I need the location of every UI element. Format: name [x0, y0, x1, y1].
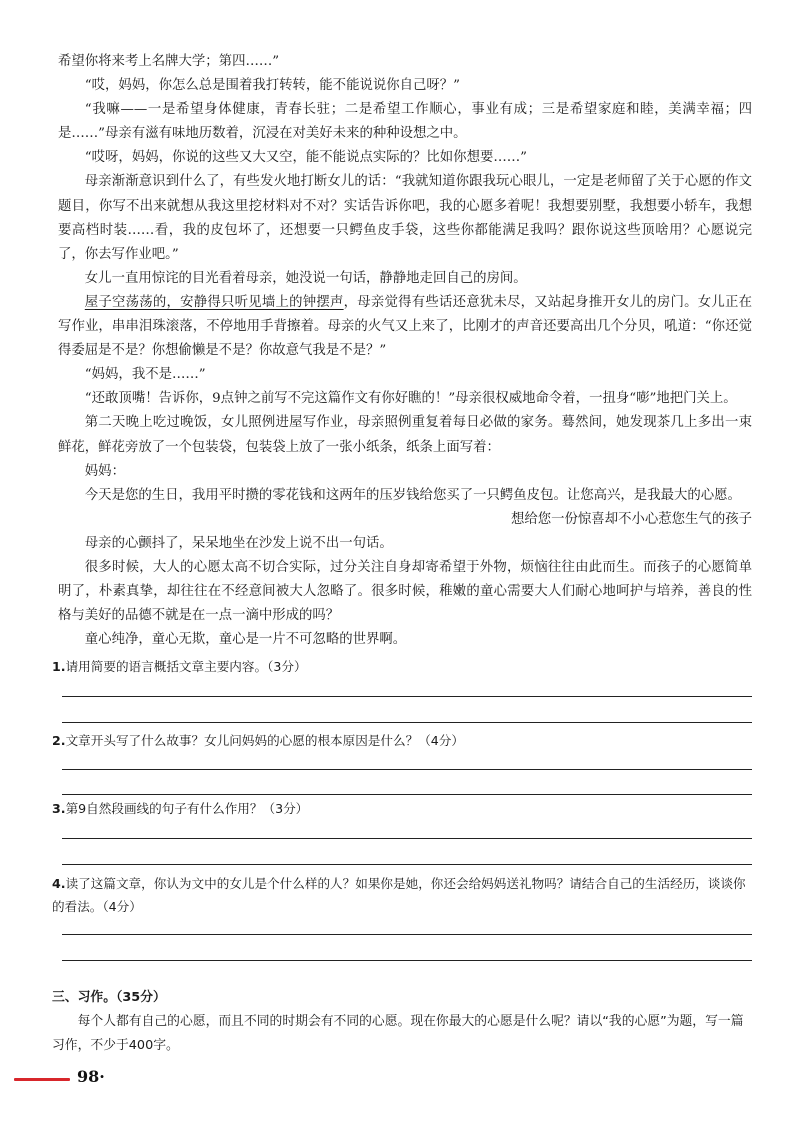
section-title: 三、习作。（35分）	[52, 990, 166, 1005]
story-paragraph: “我嘛——一是希望身体健康，青春长驻；二是希望工作顺心，事业有成；三是希望家庭和睦，美满幸福；四是……”母亲有滋有味地历数着，沉浸在对美好未来的种种设想之中。	[58, 102, 752, 142]
story-paragraph: 很多时候，大人的心愿太高不切合实际，过分关注自身却寄希望于外物，烦恼往往由此而生。而孩子的心愿简单明了，朴素真挚，却往往在不经意间被大人忽略了。很多时候，稚嫩的童心需要大人们耐心地呵护与培养，善良的性格与美好的品德不就是在一点一滴中形成的吗？	[58, 559, 752, 624]
footer-accent-line	[14, 1078, 70, 1081]
answer-line[interactable]	[62, 722, 752, 723]
answer-line[interactable]	[62, 769, 752, 770]
story-paragraph: 希望你将来考上名牌大学；第四……”	[58, 54, 280, 69]
note-salutation: 妈妈：	[84, 463, 125, 479]
question-text: 读了这篇文章，你认为文中的女儿是个什么样的人？如果你是她，你还会给妈妈送礼物吗？请结合自己的生活经历，谈谈你的看法。（4分）	[52, 876, 746, 914]
story-paragraph: 女儿一直用惊诧的目光看着母亲，她没说一句话，静静地走回自己的房间。	[84, 270, 527, 286]
question-4	[52, 872, 752, 961]
question-2	[52, 730, 752, 798]
story-paragraph: “哎，妈妈，你怎么总是围着我打转转，能不能说说你自己呀？”	[84, 78, 461, 94]
answer-line[interactable]	[62, 696, 752, 697]
story-paragraph: “哎呀，妈妈，你说的这些又大又空，能不能说点实际的？比如你想要……”	[84, 150, 527, 166]
page-number: 98·	[77, 1067, 105, 1086]
note-signature: 想给您一份惊喜却不小心惹您生气的孩子	[510, 511, 752, 527]
question-text: 第9自然段画线的句子有什么作用？（3分）	[65, 801, 309, 816]
question-1	[52, 656, 752, 730]
answer-line[interactable]	[62, 864, 752, 865]
questions-block	[52, 656, 752, 961]
question-number: 1.	[52, 659, 66, 674]
note-body: 今天是您的生日，我用平时攒的零花钱和这两年的压岁钱给您买了一只鳄鱼皮包。让您高兴，是我最大的心愿。	[84, 487, 741, 503]
story-paragraph: “妈妈，我不是……”	[84, 367, 206, 383]
story-paragraph: 母亲渐渐意识到什么了，有些发火地打断女儿的话：“我就知道你跟我玩心眼儿，一定是老师留了关于心愿的作文题目，你写不出来就想从我这里挖材料对不对？实话告诉你吧，我的心愿多着呢！我想要别墅，我想要小轿车，我想要高档时装……看，我的皮包坏了，还想要一只鳄鱼皮手袋，这些你都能满足我吗？跟你说这些顶啥用？心愿说完了，你去写作业吧。”	[58, 174, 752, 262]
question-number: 4.	[52, 876, 66, 891]
story-paragraph-underlined	[58, 291, 752, 363]
paragraph-rest: ，母亲觉得有些话还意犹未尽，又站起身推开女儿的房门。女儿正在写作业，串串泪珠滚落，不停地用手背擦着。母亲的火气又上来了，比刚才的声音还要高出几个分贝，吼道：“你还觉得委屈是不是？你想偷懒是不是？你故意气我是不是？”	[58, 294, 753, 359]
story-paragraph: 母亲的心颤抖了，呆呆地坐在沙发上说不出一句话。	[84, 535, 393, 551]
composition-section	[52, 986, 752, 1058]
story-paragraph: 第二天晚上吃过晚饭，女儿照例进屋写作业，母亲照例重复着每日必做的家务。蓦然间，她发现茶几上多出一束鲜花，鲜花旁放了一个包装袋，包装袋上放了一张小纸条，纸条上面写着：	[58, 415, 752, 455]
page-footer	[0, 1068, 200, 1098]
answer-line[interactable]	[62, 838, 752, 839]
question-number: 3.	[52, 801, 66, 816]
story-paragraph: 童心纯净，童心无欺，童心是一片不可忽略的世界啊。	[84, 632, 407, 648]
question-text: 请用简要的语言概括文章主要内容。（3分）	[65, 659, 307, 674]
question-text: 文章开头写了什么故事？女儿问妈妈的心愿的根本原因是什么？（4分）	[65, 733, 464, 748]
story-text	[58, 50, 752, 652]
story-paragraph: “还敢顶嘴！告诉你，9点钟之前写不完这篇作文有你好瞧的！”母亲很权威地命令着，一扭身“嘭”地把门关上。	[84, 391, 737, 407]
section-prompt: 每个人都有自己的心愿，而且不同的时期会有不同的心愿。现在你最大的心愿是什么呢？请以“我的心愿”为题，写一篇习作，不少于400字。	[52, 1014, 744, 1053]
answer-line[interactable]	[62, 934, 752, 935]
underlined-sentence: 屋子空荡荡的，安静得只听见墙上的钟摆声	[84, 294, 344, 310]
question-number: 2.	[52, 733, 66, 748]
question-3	[52, 798, 752, 872]
answer-line[interactable]	[62, 960, 752, 961]
answer-line[interactable]	[62, 794, 752, 795]
